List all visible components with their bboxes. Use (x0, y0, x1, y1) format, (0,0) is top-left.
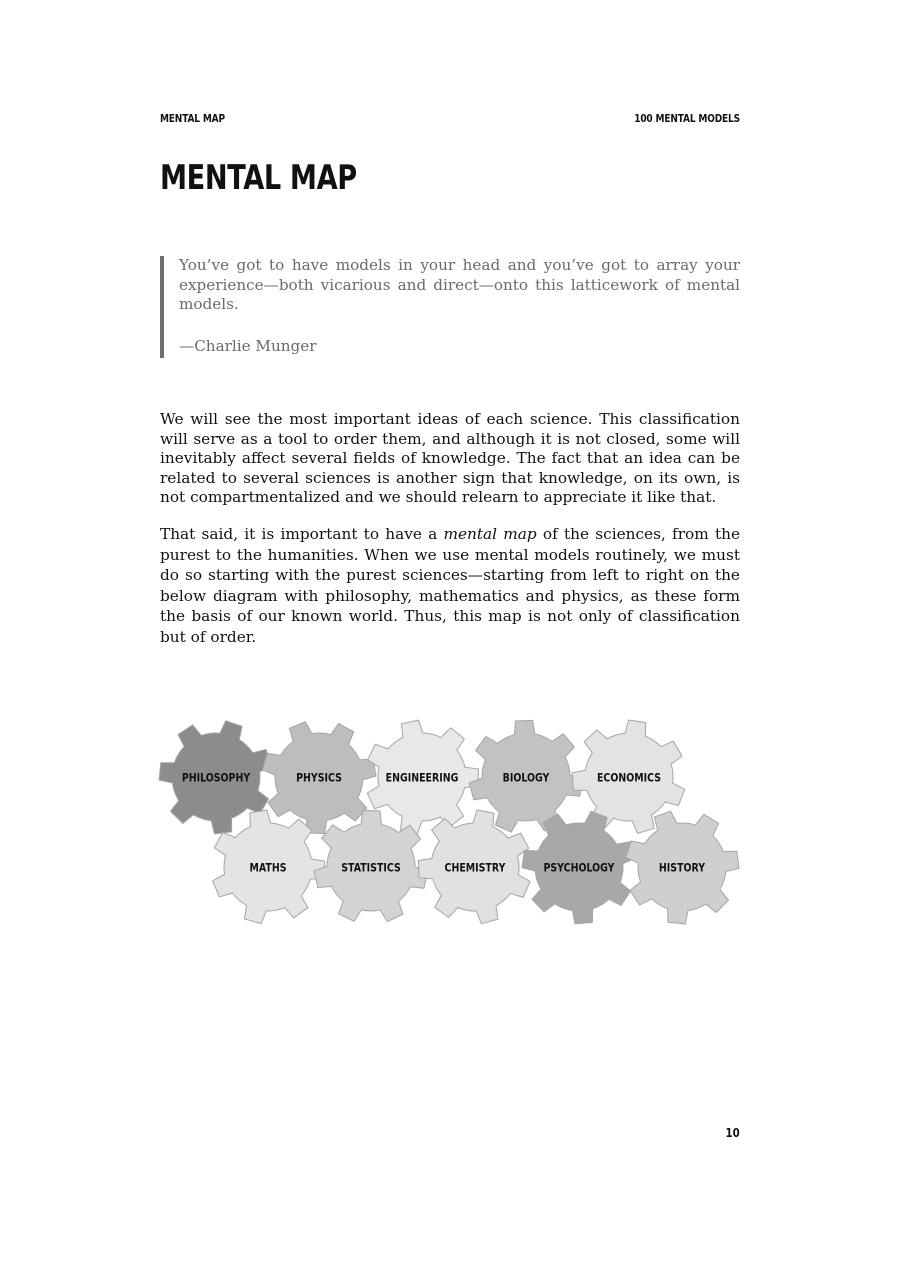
gear-physics (263, 722, 377, 834)
gear-biology-label: BIOLOGY (502, 771, 550, 785)
running-header-left: MENTAL MAP (160, 112, 225, 125)
gear-statistics (314, 811, 428, 922)
gear-maths-label: MATHS (249, 861, 287, 875)
gear-psychology (522, 811, 635, 924)
gear-chemistry-label: CHEMISTRY (444, 861, 506, 875)
gear-statistics-label: STATISTICS (341, 861, 401, 875)
page-title: MENTAL MAP (160, 158, 357, 198)
gear-history-label: HISTORY (658, 861, 706, 875)
paragraph-2-rest: of the sciences, from the purest to the humanities. When we use mental models routinely, we must do so starting with the purest sciences—starting from left to right on the below diagram with philosophy, mathematics and physics, as these form the basis of our known world. Thus, this map is not only of classification but of order. (160, 525, 740, 646)
gear-philosophy-label: PHILOSOPHY (181, 771, 251, 785)
gear-psychology-label: PSYCHOLOGY (543, 861, 615, 875)
gear-engineering-label: ENGINEERING (385, 771, 459, 785)
gear-physics-label: PHYSICS (296, 771, 342, 785)
gear-engineering (367, 720, 478, 834)
mental-map-emphasis: mental map (443, 525, 537, 543)
quote-attribution: —Charlie Munger (179, 336, 317, 355)
running-header-right: 100 MENTAL MODELS (634, 112, 740, 125)
quote-text: You’ve got to have models in your head and you’ve got to array your experience—both vicarious and direct—onto this latticework of mental models. (179, 256, 740, 313)
paragraph-2-lead: That said, it is important to have a (160, 525, 444, 543)
gear-economics-label: ECONOMICS (597, 771, 661, 785)
page-number: 10 (725, 1126, 740, 1140)
body-paragraph-1: We will see the most important ideas of each science. This classification will serve as a tool to order them, and although it is not closed, some will inevitably affect several fields of knowledge. The fact that an idea can be related to several sciences is another sign that knowledge, on its own, is not compartmentalized and we should relearn to appreciate it like that. (160, 410, 740, 506)
